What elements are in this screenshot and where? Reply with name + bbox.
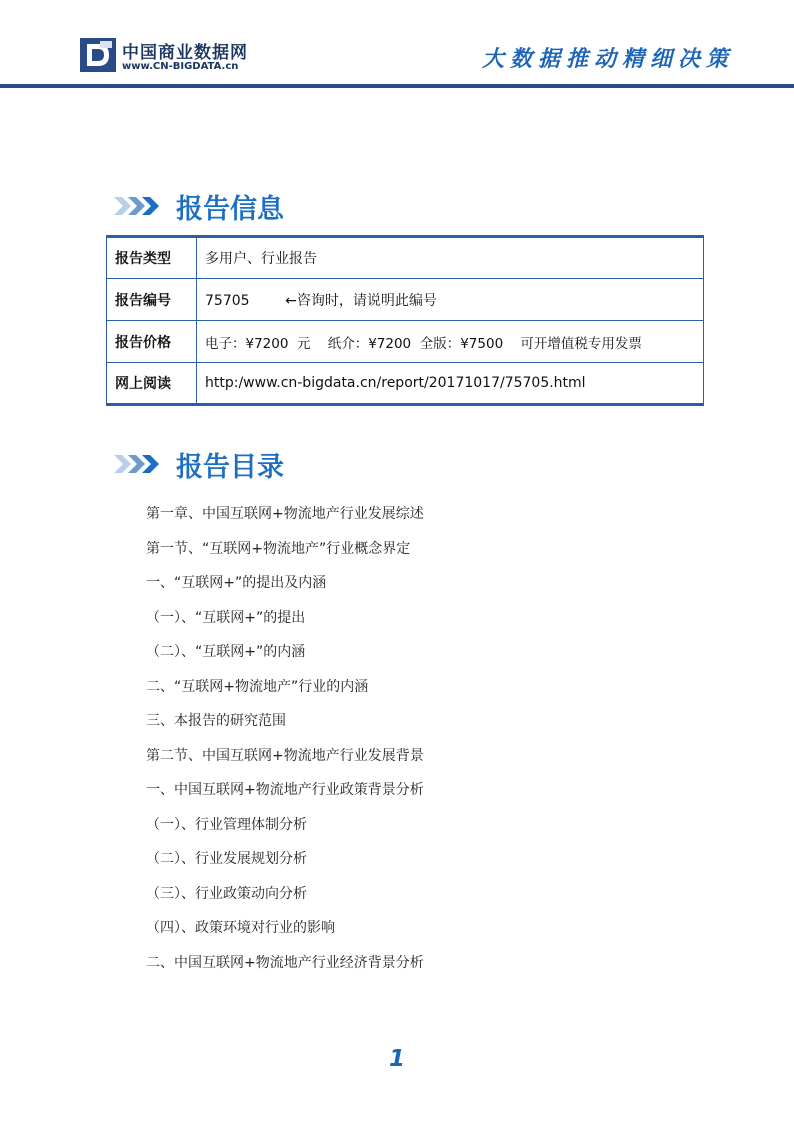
toc-item: （二）、行业发展规划分析 [146,851,307,867]
toc-item: 二、“互联网+物流地产”行业的内涵 [146,678,369,695]
toc-item: （二）、“互联网+”的内涵 [146,644,306,660]
toc-item: 第一节、“互联网+物流地产”行业概念界定 [146,540,411,557]
triple-chevron-icon [114,453,162,475]
report-type-value: 多用户、行业报告 [197,237,704,279]
toc-title: 报告目录 [176,451,284,483]
table-row [107,321,704,363]
toc-item: 第一章、中国互联网+物流地产行业发展综述 [146,506,424,522]
report-info-title: 报告信息 [176,193,284,225]
page-header [0,0,794,90]
toc-item: 第二节、中国互联网+物流地产行业发展背景 [146,747,424,764]
table-row [107,237,704,279]
toc-heading [114,444,284,484]
table-row [107,279,704,321]
cn-bigdata-logo-icon [80,38,116,72]
logo-name: 中国商业数据网 [122,43,248,63]
header-divider [0,84,794,88]
toc-item: （四）、政策环境对行业的影响 [146,920,335,936]
report-info-heading [114,186,284,226]
online-read-label: 网上阅读 [107,363,197,405]
report-id-value: 75705 ←咨询时，请说明此编号 [197,279,704,321]
toc-list [146,500,424,983]
table-row [107,363,704,405]
report-info-table [106,235,704,406]
online-read-link[interactable]: http:/www.cn-bigdata.cn/report/20171017/75705.html [197,363,704,405]
report-id-label: 报告编号 [107,279,197,321]
toc-item: 二、中国互联网+物流地产行业经济背景分析 [146,954,424,971]
report-price-value: 电子：¥7200 元 纸介：¥7200 全版：¥7500 可开增值税专用发票 [197,321,704,363]
toc-item: （一）、行业管理体制分析 [146,816,307,833]
report-price-label: 报告价格 [107,321,197,363]
report-type-label: 报告类型 [107,237,197,279]
toc-item: 三、本报告的研究范围 [146,713,286,729]
toc-item: （三）、行业政策动向分析 [146,885,307,902]
toc-item: 一、中国互联网+物流地产行业政策背景分析 [146,782,424,798]
page-number: 1 [388,1046,405,1072]
logo-url: www.CN-BIGDATA.cn [122,61,239,72]
toc-item: （一）、“互联网+”的提出 [146,609,306,626]
triple-chevron-icon [114,195,162,217]
slogan: 大数据推动精细决策 [481,46,734,72]
toc-item: 一、“互联网+”的提出及内涵 [146,575,327,591]
